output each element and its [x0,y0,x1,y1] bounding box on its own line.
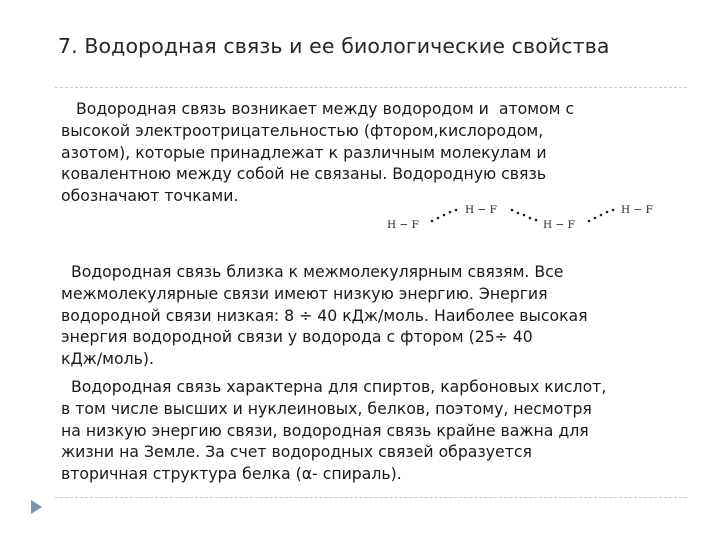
hydrogen-bond-dots-2 [511,209,538,222]
slide-title: 7. Водородная связь и ее биологические свойства [58,34,610,58]
hydrogen-bond-dots-1 [431,209,458,223]
text-line: водородной связи низкая: 8 ÷ 40 кДж/моль. Наиболее высокая [61,305,588,325]
paragraph-biological-importance [61,376,686,485]
formula-molecule-1: H − F [387,219,419,231]
top-divider [55,87,687,88]
bullet-triangle-icon [31,500,42,514]
text-line: азотом), которые принадлежат к различным молекулам и [61,142,547,162]
paragraph-bond-energy [61,261,686,370]
text-line: ковалентною между собой не связаны. Водородную связь [61,164,547,184]
hydrogen-bond-formula [385,199,675,235]
formula-molecule-3: H − F [543,219,575,231]
text-line: на низкую энергию связи, водородная связь крайне важна для [61,420,589,440]
bottom-divider [55,497,687,498]
formula-molecule-2: H − F [465,204,497,216]
text-line: высокой электроотрицательностью (фтором,кислородом, [61,120,544,140]
text-line: межмолекулярные связи имеют низкую энергию. Энергия [61,283,548,303]
text-line: в том числе высших и нуклеиновых, белков, поэтому, несмотря [61,398,592,418]
text-line: Водородная связь возникает между водородом и атомом с [61,99,575,118]
hydrogen-bond-dots-3 [588,209,615,223]
text-line: обозначают точками. [61,186,239,206]
text-line: энергия водородной связи у водорода с фтором (25÷ 40 [61,327,533,347]
formula-molecule-4: H − F [621,204,653,216]
paragraph-hydrogen-bond-definition [61,98,686,207]
text-line: Водородная связь характерна для спиртов, карбоновых кислот, [61,377,607,396]
text-line: вторичная структура белка (α- спираль). [61,464,402,484]
text-line: кДж/моль). [61,349,154,369]
text-line: жизни на Земле. За счет водородных связей образуется [61,442,532,462]
text-line: Водородная связь близка к межмолекулярным связям. Все [61,262,564,281]
